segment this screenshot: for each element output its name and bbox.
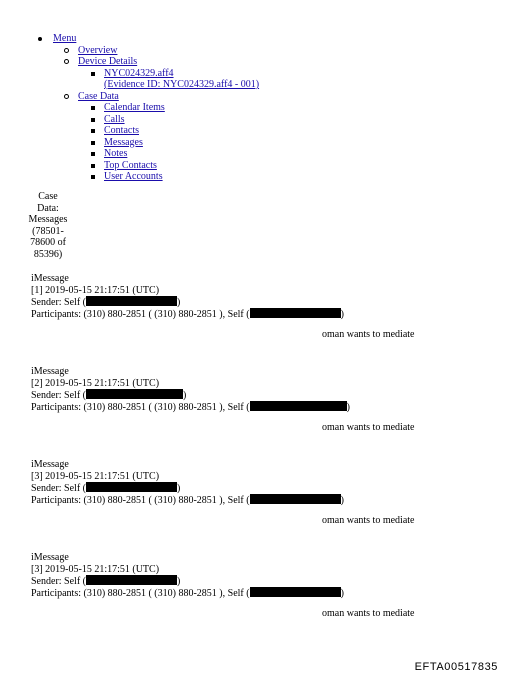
menu-row-overview [38,45,259,57]
message-type: iMessage [31,273,69,284]
message-participants [31,587,491,599]
sender-suffix: ) [177,483,181,494]
device-file-link[interactable]: NYC024329.aff4 [104,67,174,79]
redaction-block [86,482,177,492]
case-label-line: Data: [37,202,59,214]
participants-prefix: Participants: (310) 880-2851 ( (310) 880-2851 ), Self ( [31,401,250,413]
message-participants [31,401,491,413]
message-participants [31,494,491,506]
message-record [31,273,491,340]
participants-suffix: ) [340,587,344,599]
sender-suffix: ) [177,576,181,587]
message-header: [3] 2019-05-15 21:17:51 (UTC) [31,563,160,575]
case-item-row [38,148,259,160]
case-label-line: 78600 of [30,237,66,248]
redaction-block [86,296,177,306]
redaction-block [250,401,347,411]
evidence-id-link[interactable]: (Evidence ID: NYC024329.aff4 - 001) [104,79,260,90]
user-accounts-link[interactable]: User Accounts [104,171,163,182]
calls-link[interactable]: Calls [104,113,125,125]
case-item-row [38,125,259,137]
case-item-row [38,160,259,172]
message-body: oman wants to mediate [322,422,415,433]
sender-suffix: ) [177,297,181,308]
contacts-link[interactable]: Contacts [104,125,139,136]
message-type: iMessage [31,459,69,470]
message-header: [2] 2019-05-15 21:17:51 (UTC) [31,377,160,389]
bullet-square-icon [91,129,95,133]
bullet-circle-icon [64,59,69,64]
bullet-circle-icon [64,48,69,53]
case-item-row [38,114,259,126]
document-id-stamp: EFTA00517835 [414,661,498,673]
calendar-items-link[interactable]: Calendar Items [104,102,165,113]
case-item-row [38,171,259,183]
bullet-square-icon [91,106,95,110]
participants-suffix: ) [346,401,350,413]
bullet-circle-icon [64,94,69,99]
case-label-line: (78501- [32,225,64,237]
message-record [31,459,491,526]
menu-row-case-data [38,91,259,103]
redaction-block [86,575,177,585]
case-item-row [38,102,259,114]
redaction-block [86,389,183,399]
participants-prefix: Participants: (310) 880-2851 ( (310) 880-2851 ), Self ( [31,494,250,506]
case-label-line: Case [38,191,58,202]
message-body: oman wants to mediate [322,515,415,526]
overview-link[interactable]: Overview [78,44,118,56]
menu-row-evidence-id [38,79,259,91]
participants-suffix: ) [340,308,344,320]
redaction-block [250,494,341,504]
case-data-label [24,191,72,260]
sender-suffix: ) [183,390,187,401]
participants-prefix: Participants: (310) 880-2851 ( (310) 880-2851 ), Self ( [31,308,250,320]
case-label-line: Messages [28,214,68,225]
case-data-link[interactable]: Case Data [78,90,119,102]
navigation-menu [38,33,259,183]
sender-prefix: Sender: Self ( [31,483,86,494]
message-type: iMessage [31,366,69,377]
menu-row-device-details [38,56,259,68]
message-header: [3] 2019-05-15 21:17:51 (UTC) [31,470,160,482]
participants-prefix: Participants: (310) 880-2851 ( (310) 880-2851 ), Self ( [31,587,250,599]
redaction-block [250,308,341,318]
menu-row-device-file [38,68,259,80]
message-type: iMessage [31,552,69,563]
sender-prefix: Sender: Self ( [31,390,86,401]
message-sender [31,296,491,308]
top-contacts-link[interactable]: Top Contacts [104,159,157,171]
bullet-square-icon [91,141,95,145]
case-item-row [38,137,259,149]
sender-prefix: Sender: Self ( [31,576,86,587]
bullet-square-icon [91,175,95,179]
message-record [31,366,491,433]
case-label-line: 85396) [33,248,63,260]
bullet-square-icon [91,118,95,122]
message-body: oman wants to mediate [322,608,415,619]
device-details-link[interactable]: Device Details [78,56,138,67]
message-sender [31,575,491,587]
message-body: oman wants to mediate [322,329,415,340]
redaction-block [250,587,341,597]
message-record [31,552,491,619]
bullet-square-icon [91,152,95,156]
bullet-disc-icon [38,37,42,41]
message-sender [31,482,491,494]
notes-link[interactable]: Notes [104,148,128,159]
bullet-square-icon [91,164,95,168]
menu-link[interactable]: Menu [53,33,77,44]
message-header: [1] 2019-05-15 21:17:51 (UTC) [31,284,160,296]
participants-suffix: ) [340,494,344,506]
menu-row [38,33,259,45]
message-sender [31,389,491,401]
messages-link[interactable]: Messages [104,136,143,148]
sender-prefix: Sender: Self ( [31,297,86,308]
message-participants [31,308,491,320]
bullet-square-icon [91,72,95,76]
